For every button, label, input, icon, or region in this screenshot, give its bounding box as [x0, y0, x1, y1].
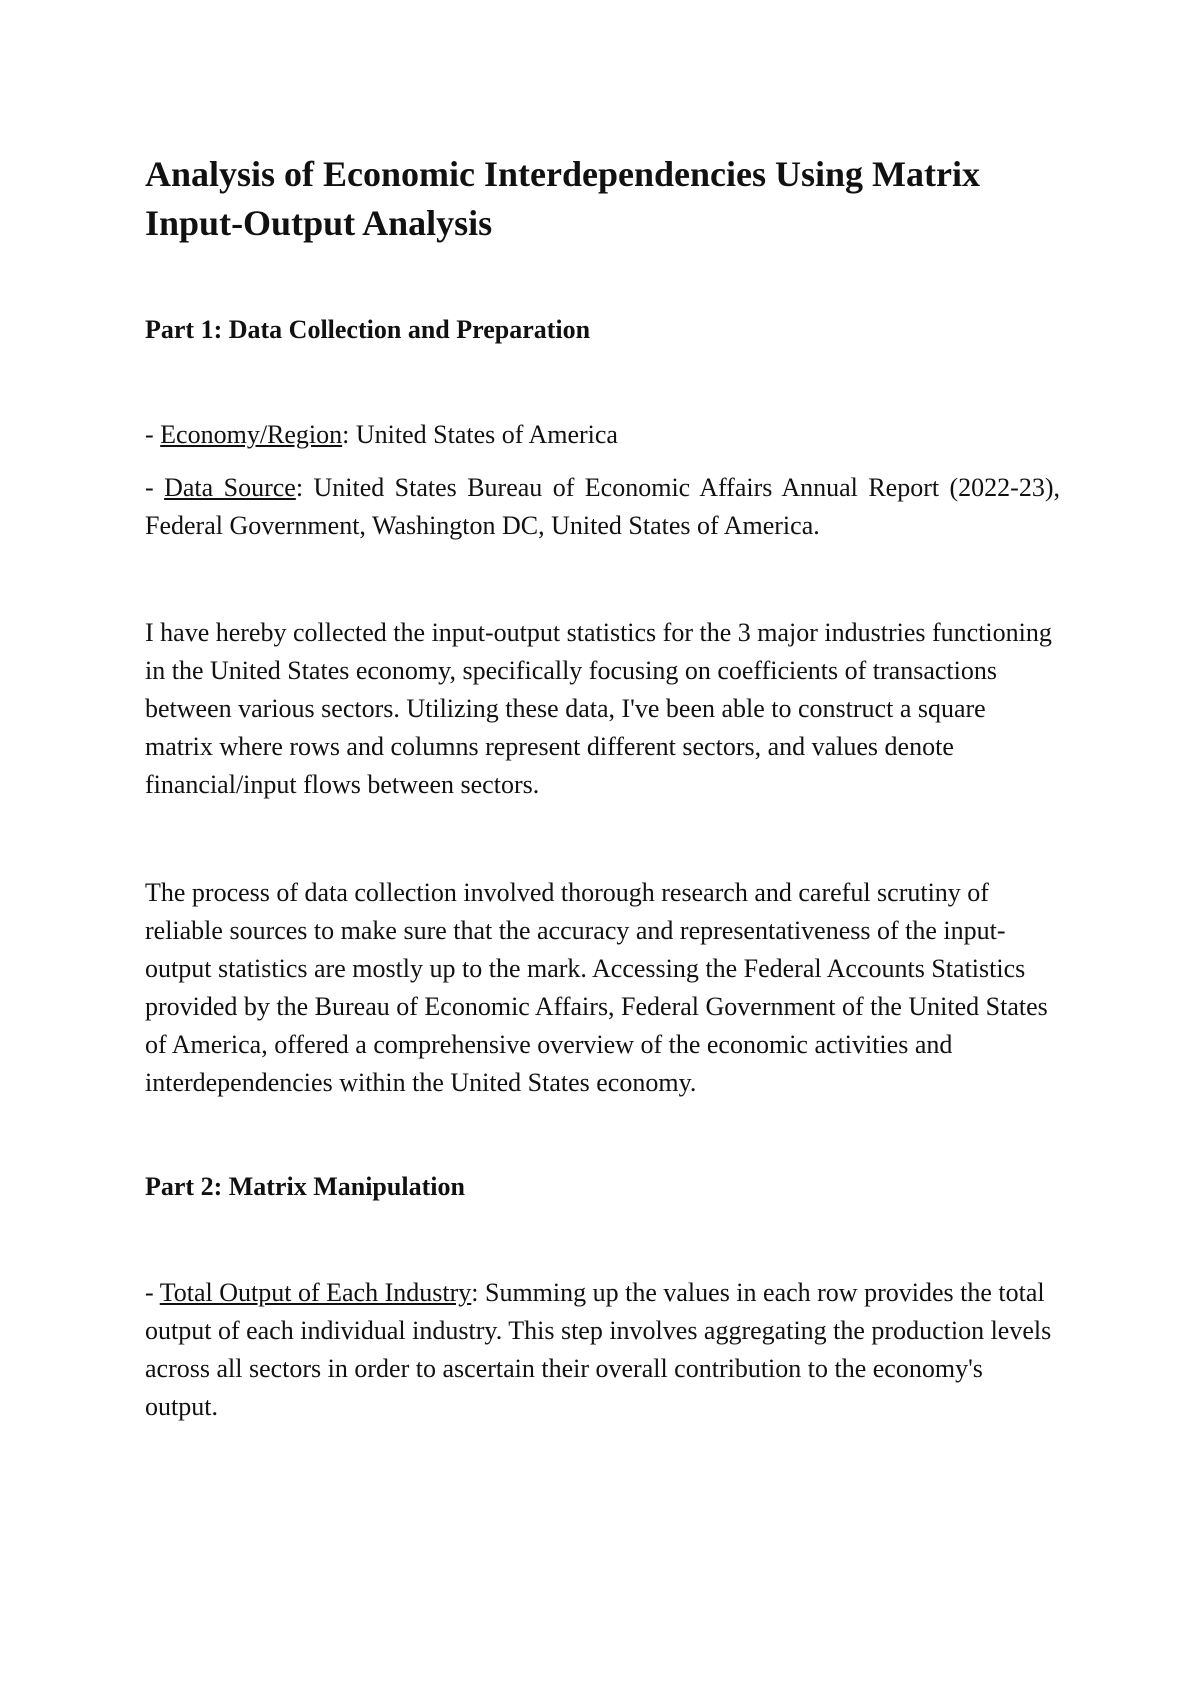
- process-paragraph: The process of data collection involved thorough research and careful scrutiny of reliable sources to make sure that the accuracy and representativeness of the input-output statistics are mostly up to the mark. Accessing the Federal Accounts Statistics provided by the Bureau of Economic Affairs, Federal Government of the United States of America, offered a comprehensive overview of the economic activities and interdependencies within the United States economy.: [145, 878, 1048, 1097]
- part1-heading: Part 1: Data Collection and Preparation: [145, 315, 591, 344]
- economy-prefix: -: [145, 420, 161, 449]
- source-prefix: -: [145, 473, 165, 502]
- document-title: Analysis of Economic Interdependencies Using Matrix Input-Output Analysis: [145, 154, 980, 243]
- collection-paragraph: I have hereby collected the input-output statistics for the 3 major industries functioning in the United States economy, specifically focusing on coefficients of transactions between various sectors. Utilizing these data, I've been able to construct a square matrix where rows and columns represent different sectors, and values denote financial/input flows between sectors.: [145, 618, 1052, 799]
- data-source-value: : United States Bureau of Economic Affairs Annual Report (2022-23), Federal Government, Washington DC, United States of America.: [145, 473, 1060, 540]
- economy-region-label: Economy/Region: [160, 420, 343, 449]
- total-output-label: Total Output of Each Industry: [159, 1278, 472, 1307]
- total-output-prefix: -: [145, 1278, 160, 1307]
- economy-region-line: [145, 416, 1060, 454]
- data-source-line: [145, 469, 1060, 545]
- economy-region-value: : United States of America: [342, 420, 618, 449]
- document-page: [145, 150, 1060, 1426]
- data-source-label: Data Source: [164, 473, 296, 502]
- total-output-line: [145, 1274, 1060, 1426]
- total-output-value: : Summing up the values in each row provides the total output of each individual industry. This step involves aggregating the production levels across all sectors in order to ascertain their overall contribution to the economy's output.: [145, 1278, 1052, 1421]
- part2-heading: Part 2: Matrix Manipulation: [145, 1172, 465, 1201]
